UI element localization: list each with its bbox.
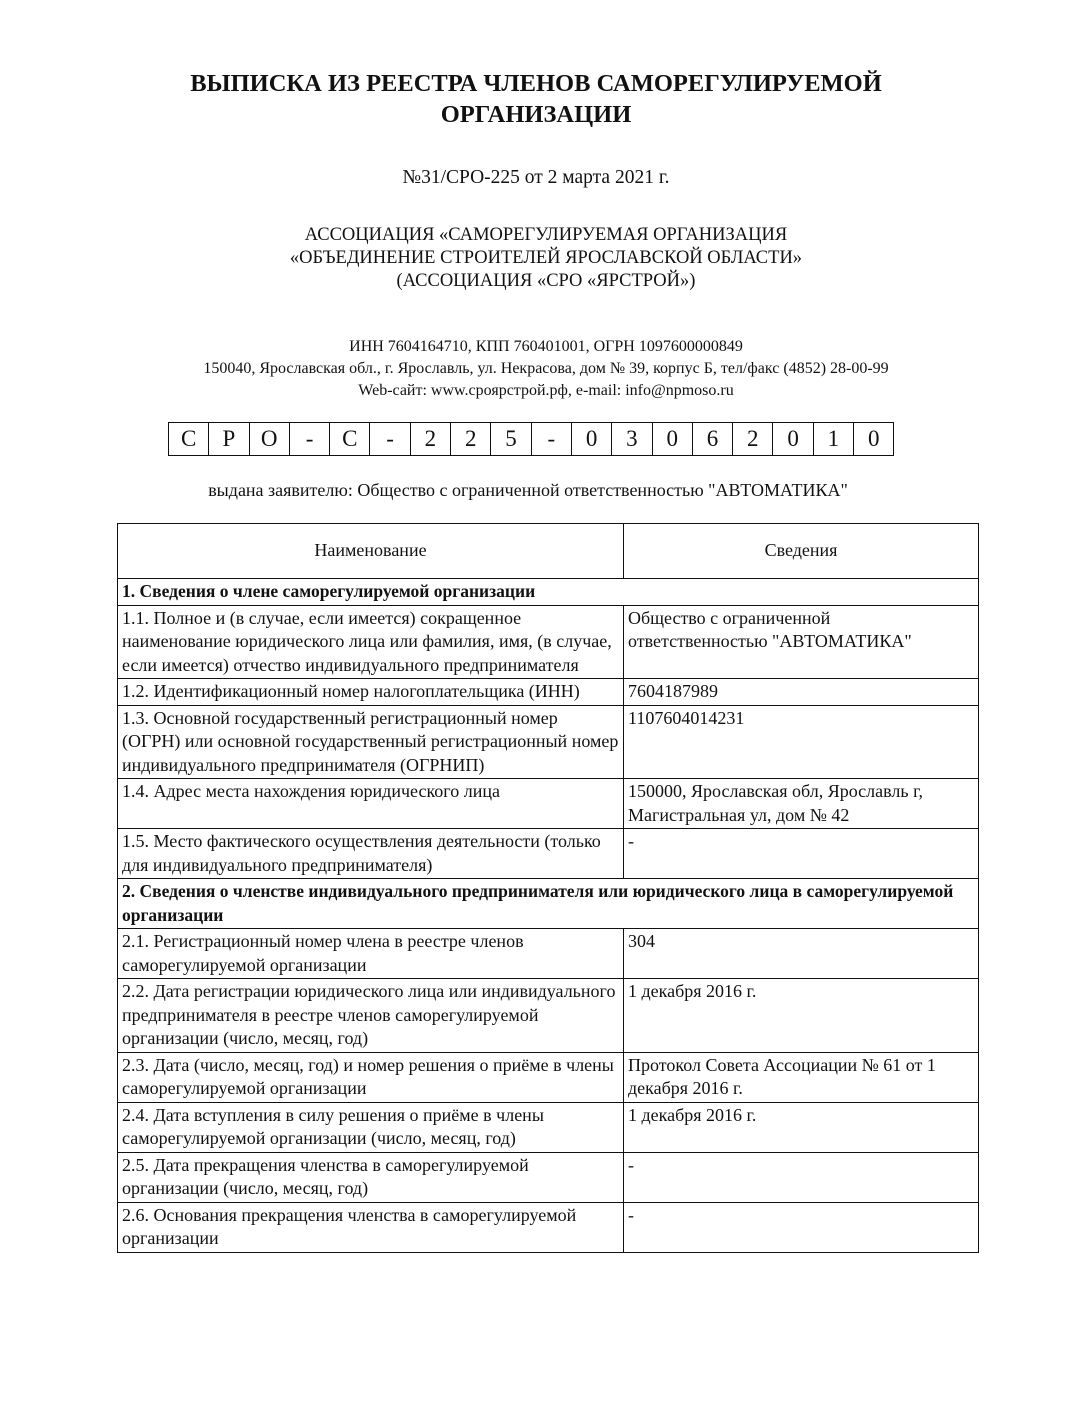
- document-title-line-1: ВЫПИСКА ИЗ РЕЕСТРА ЧЛЕНОВ САМОРЕГУЛИРУЕМОЙ: [190, 70, 882, 97]
- organization-name-line-3: (АССОЦИАЦИЯ «СРО «ЯРСТРОЙ»): [396, 271, 696, 291]
- row-value: -: [624, 829, 979, 879]
- row-label: 2.2. Дата регистрации юридического лица или индивидуального предпринимателя в реестре членов саморегулируемой организации (число, месяц, год): [118, 979, 624, 1053]
- row-value: 1107604014231: [624, 705, 979, 779]
- table-row: [118, 1102, 979, 1152]
- table-header-row: [118, 524, 979, 579]
- postal-address: 150040, Ярославская обл., г. Ярославль, ул. Некрасова, дом № 39, корпус Б, тел/факс (4852) 28-00-99: [203, 360, 889, 377]
- row-value: -: [624, 1202, 979, 1252]
- table-row: [118, 979, 979, 1053]
- table-row: [118, 679, 979, 706]
- table-row: [118, 829, 979, 879]
- column-header-info: Сведения: [624, 524, 979, 579]
- code-cell: -: [370, 422, 410, 456]
- row-value: Протокол Совета Ассоциации № 61 от 1 декабря 2016 г.: [624, 1052, 979, 1102]
- code-cell: 3: [612, 422, 652, 456]
- row-value: 1 декабря 2016 г.: [624, 1102, 979, 1152]
- row-label: 2.6. Основания прекращения членства в саморегулируемой организации: [118, 1202, 624, 1252]
- section-row: [118, 879, 979, 929]
- code-cell: Р: [209, 422, 249, 456]
- organization-name: [0, 224, 1072, 293]
- section-1-heading: 1. Сведения о члене саморегулируемой организации: [118, 579, 979, 606]
- row-value: 150000, Ярославская обл, Ярославль г, Магистральная ул, дом № 42: [624, 779, 979, 829]
- row-label: 1.3. Основной государственный регистрационный номер (ОГРН) или основной государственный регистрационный номер индивидуального предпринимателя (ОГРНИП): [118, 705, 624, 779]
- table-row: [118, 705, 979, 779]
- table-row: [118, 929, 979, 979]
- organization-name-line-2: «ОБЪЕДИНЕНИЕ СТРОИТЕЛЕЙ ЯРОСЛАВСКОЙ ОБЛАСТИ»: [289, 248, 803, 268]
- row-label: 2.3. Дата (число, месяц, год) и номер решения о приёме в члены саморегулируемой организации: [118, 1052, 624, 1102]
- registration-code-boxes: [168, 422, 894, 456]
- code-cell: 0: [854, 422, 894, 456]
- code-cell: 6: [693, 422, 733, 456]
- column-header-name: Наименование: [118, 524, 624, 579]
- row-value: -: [624, 1152, 979, 1202]
- registry-extract-table: [117, 523, 979, 1253]
- row-value: 304: [624, 929, 979, 979]
- code-cell: 2: [411, 422, 451, 456]
- row-value: 7604187989: [624, 679, 979, 706]
- code-cell: 0: [773, 422, 813, 456]
- code-cell: -: [532, 422, 572, 456]
- row-label: 1.2. Идентификационный номер налогоплательщика (ИНН): [118, 679, 624, 706]
- code-cell: 5: [491, 422, 531, 456]
- code-cell: О: [250, 422, 290, 456]
- organization-name-line-1: АССОЦИАЦИЯ «САМОРЕГУЛИРУЕМАЯ ОРГАНИЗАЦИЯ: [304, 225, 788, 245]
- section-2-heading: 2. Сведения о членстве индивидуального предпринимателя или юридического лица в саморегулируемой организации: [118, 879, 979, 929]
- table-row: [118, 1202, 979, 1252]
- table-row: [118, 605, 979, 679]
- row-label: 2.5. Дата прекращения членства в саморегулируемой организации (число, месяц, год): [118, 1152, 624, 1202]
- row-value: Общество с ограниченной ответственностью "АВТОМАТИКА": [624, 605, 979, 679]
- code-cell: 2: [451, 422, 491, 456]
- table-row: [118, 779, 979, 829]
- code-cell: 0: [572, 422, 612, 456]
- organization-contacts: [0, 336, 1072, 402]
- section-row: [118, 579, 979, 606]
- document-number: №31/СРО-225 от 2 марта 2021 г.: [402, 167, 670, 188]
- row-label: 1.4. Адрес места нахождения юридического лица: [118, 779, 624, 829]
- table-row: [118, 1152, 979, 1202]
- row-label: 2.4. Дата вступления в силу решения о приёме в члены саморегулируемой организации (число, месяц, год): [118, 1102, 624, 1152]
- table-row: [118, 1052, 979, 1102]
- document-title-line-2: ОРГАНИЗАЦИИ: [440, 101, 632, 128]
- code-cell: 0: [653, 422, 693, 456]
- code-cell: 2: [733, 422, 773, 456]
- issued-to-applicant: выдана заявителю: Общество с ограниченной ответственностью "АВТОМАТИКА": [208, 480, 848, 500]
- code-cell: -: [290, 422, 330, 456]
- code-cell: 1: [814, 422, 854, 456]
- row-label: 1.5. Место фактического осуществления деятельности (только для индивидуального предпринимателя): [118, 829, 624, 879]
- row-label: 1.1. Полное и (в случае, если имеется) сокращенное наименование юридического лица или фамилия, имя, (в случае, если имеется) отчество индивидуального предпринимателя: [118, 605, 624, 679]
- registry-numbers: ИНН 7604164710, КПП 760401001, ОГРН 1097600000849: [349, 338, 743, 355]
- code-cell: С: [169, 422, 209, 456]
- row-value: 1 декабря 2016 г.: [624, 979, 979, 1053]
- document-title: [0, 68, 1072, 130]
- code-cell: С: [330, 422, 370, 456]
- web-and-email: Web-сайт: www.сроярстрой.рф, e-mail: info@npmoso.ru: [358, 382, 734, 399]
- row-label: 2.1. Регистрационный номер члена в реестре членов саморегулируемой организации: [118, 929, 624, 979]
